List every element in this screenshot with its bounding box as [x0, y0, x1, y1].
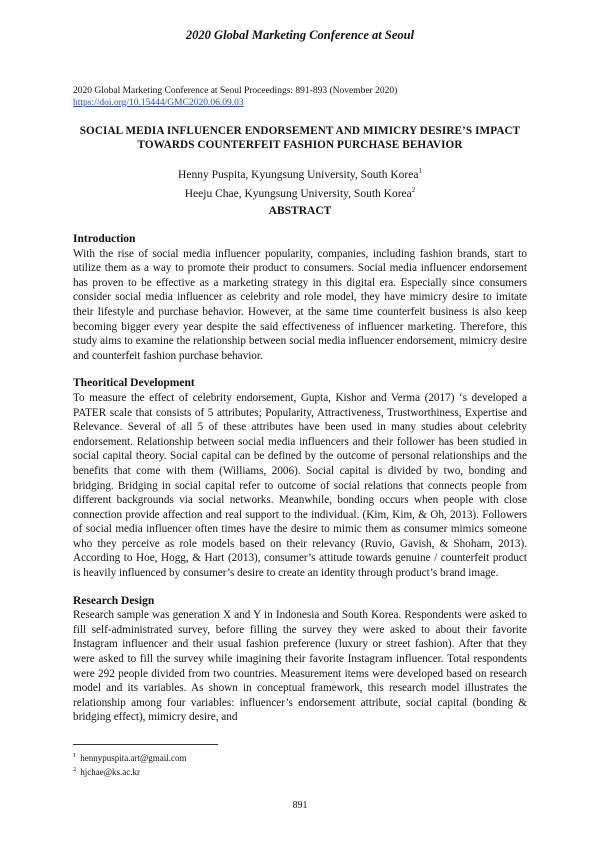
- abstract-heading: ABSTRACT: [268, 205, 332, 217]
- section-text: With the rise of social media influencer popularity, companies, including fashion brands, start to utilize them as a way to promote their product to consumers. Social media influencer endorsement has proven to be effective as a marketing strategy in this digital era. Especially since consumers consider social media influencer as celebrity and role model, they have mimicry desire to imitate their lifestyle and purchase behavior. However, at the same time counterfeit business is also keep becoming bigger every year despite the said effectiveness of influencer marketing. Therefore, this study aims to examine the relationship between social media influencer endorsement, mimicry desire and counterfeit fashion purchase behavior.: [73, 247, 527, 362]
- authors-block: [73, 164, 527, 202]
- footnote-divider: [73, 744, 218, 745]
- doi-link[interactable]: https://doi.org/10.15444/GMC2020.06.09.03: [73, 98, 244, 108]
- footnote-email: hjchae@ks.ac.kr: [80, 767, 141, 777]
- footnote-email: hennypuspita.art@gmail.com: [80, 753, 187, 763]
- proceedings-citation: 2020 Global Marketing Conference at Seoul Proceedings: 891-893 (November 2020): [73, 86, 398, 96]
- section-heading: Research Design: [73, 594, 155, 607]
- author-name: Henny Puspita, Kyungsung University, South Korea: [178, 168, 419, 181]
- section-text: Research sample was generation X and Y in Indonesia and South Korea. Respondents were asked to fill self-administrated survey, before filling the survey they were asked to about their favorite Instagram influencer and their usual fashion preference (luxury or street fashion). After that they were asked to fill the survey while imagining their favorite Instagram influencer. Total respondents were 292 people divided from two countries. Measurement items were developed based on research model and its variables. As shown in conceptual framework, this research model illustrates the relationship among four variables: influencer’s endorsement attribute, social capital (bonding & bridging effect), mimicry desire, and: [73, 609, 527, 724]
- footnote-marker: 1: [418, 167, 422, 175]
- abstract-body: [73, 232, 527, 738]
- paper-title: SOCIAL MEDIA INFLUENCER ENDORSEMENT AND MIMICRY DESIRE’S IMPACT TOWARDS COUNTERFEIT FASHION PURCHASE BEHAVIOR: [79, 125, 521, 151]
- footnotes: [73, 750, 527, 778]
- section-research-design: [73, 594, 527, 725]
- footnote-marker: 2: [411, 185, 416, 194]
- author-line: [73, 164, 527, 183]
- proceedings-info: [73, 85, 533, 109]
- section-heading: Introduction: [73, 233, 136, 245]
- section-heading: Theoritical Development: [73, 377, 195, 390]
- footnote: [73, 750, 527, 764]
- author-name: Heeju Chae, Kyungsung University, South Korea: [184, 187, 412, 200]
- footnote-marker: 2: [73, 766, 77, 773]
- footnote-marker: 1: [73, 752, 77, 759]
- author-line: [73, 183, 527, 202]
- section-text: To measure the effect of celebrity endorsement, Gupta, Kishor and Verma (2017) ‘s developed a PATER scale that consists of 5 attributes; Popularity, Attractiveness, Trustworthiness, Expertise and Relevance. Several of all 5 of these attributes have been used in many studies about celebrity endorsement. Relationship between social media influencers and their follower has been studied in social capital theory. Social capital can be defined by the outcome of personal relationships and the benefits that come with them (Williams, 2006). Social capital is divided by two, bonding and bridging. Bridging in social capital refer to outcome of social relations that connects people from different backgrounds via social networks. Meanwhile, bonding occurs when people with close connection provide affection and real support to the individual. (Kim, Kim, & Oh, 2013). Followers of social media influencer often times have the desire to mimic them as consumer mimics someone who they perceive as role models based on their relevancy (Ruvio, Gavish, & Shoham, 2013). According to Hoe, Hogg, & Hart (2013), consumer’s attitude towards genuine / counterfeit product is heavily influenced by consumer’s desire to create an identity through product’s brand image.: [73, 391, 527, 580]
- running-header: 2020 Global Marketing Conference at Seoul: [185, 28, 415, 42]
- footnote: [73, 764, 527, 778]
- section-introduction: [73, 232, 527, 363]
- page-number: 891: [292, 800, 308, 811]
- section-theoretical-development: [73, 376, 527, 580]
